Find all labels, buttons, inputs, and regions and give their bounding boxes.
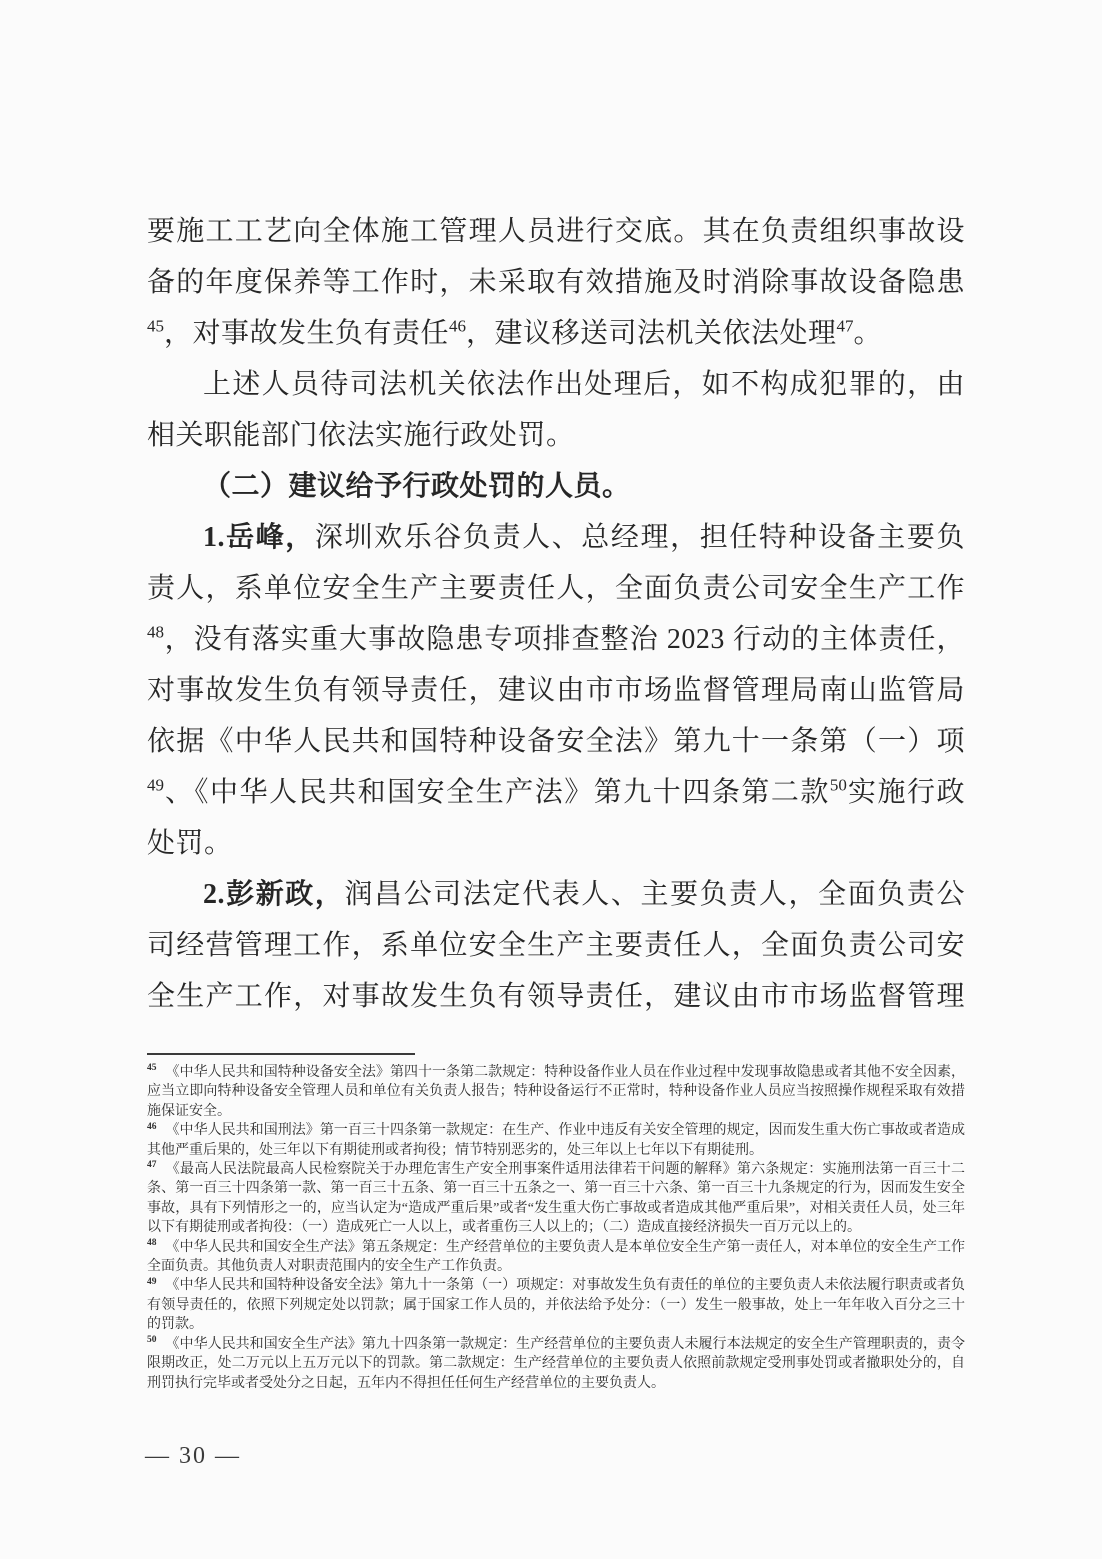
footnote bbox=[147, 1121, 965, 1160]
body-line bbox=[147, 308, 965, 359]
body-line bbox=[147, 971, 965, 1022]
page-number: — 30 — bbox=[145, 1443, 241, 1469]
body-line bbox=[147, 359, 965, 410]
footnote-text: 《最高人民法院最高人民检察院关于办理危害生产安全刑事案件适用法律若干问题的解释》第六条规定：实施刑法第一百三十二条、第一百三十四条第一款、第一百三十五条、第一百三十五条之一、第一百三十六条、第一百三十九条规定的行为，因而发生安全事故，具有下列情形之一的，应当认定为“造成严重后果”或者“发生重大伤亡事故或者造成其他严重后果”，对相关责任人员，处三年以下有期徒刑或者拘役：（一）造成死亡一人以上，或者重伤三人以上的；（二）造成直接经济损失一百万元以上的。 bbox=[147, 1162, 965, 1236]
footnote bbox=[147, 1063, 965, 1121]
body-line bbox=[147, 512, 965, 563]
body-line bbox=[147, 563, 965, 614]
body-text-segment: 备的年度保养等工作时，未采取有效措施及时消除事故设备隐患 bbox=[147, 267, 965, 298]
body-text-segment: 对事故发生负有领导责任，建议由市市场监督管理局南山监管局 bbox=[147, 675, 965, 706]
body-text-segment: 上述人员待司法机关依法作出处理后，如不构成犯罪的，由 bbox=[203, 369, 965, 400]
body-text bbox=[147, 206, 965, 1022]
body-line bbox=[147, 206, 965, 257]
footnote bbox=[147, 1276, 965, 1334]
footnote-number: 47 bbox=[147, 1160, 157, 1171]
body-text-segment: 责人，系单位安全生产主要责任人，全面负责公司安全生产工作 bbox=[147, 573, 965, 604]
body-line bbox=[147, 767, 965, 818]
footnote-number: 50 bbox=[147, 1335, 157, 1346]
footnote-text: 《中华人民共和国特种设备安全法》第九十一条第（一）项规定：对事故发生负有责任的单位的主要负责人未依法履行职责或者负有领导责任的，依照下列规定处以罚款；属于国家工作人员的，并依法给予处分：（一）发生一般事故，处上一年年收入百分之三十的罚款。 bbox=[147, 1278, 965, 1333]
footnote-reference: 48 bbox=[147, 622, 164, 642]
footnote-reference: 50 bbox=[829, 775, 847, 795]
body-text-segment: ，建议移送司法机关依法处理 bbox=[466, 318, 837, 349]
footnote-number: 45 bbox=[147, 1063, 157, 1074]
body-text-segment: 全生产工作，对事故发生负有领导责任，建议由市市场监督管理 bbox=[147, 981, 965, 1012]
body-line bbox=[147, 257, 965, 308]
footnote-number: 48 bbox=[147, 1238, 157, 1248]
footnote-text: 《中华人民共和国刑法》第一百三十四条第一款规定：在生产、作业中违反有关安全管理的规定，因而发生重大伤亡事故或者造成其他严重后果的，处三年以下有期徒刑或者拘役；情节特别恶劣的，处三年以上七年以下有期徒刑。 bbox=[147, 1123, 965, 1158]
footnote bbox=[147, 1238, 965, 1277]
body-line bbox=[147, 410, 965, 461]
footnote-reference: 45 bbox=[147, 316, 164, 336]
footnote-text: 《中华人民共和国安全生产法》第五条规定：生产经营单位的主要负责人是本单位安全生产第一责任人，对本单位的安全生产工作全面负责。其他负责人对职责范围内的安全生产工作负责。 bbox=[147, 1239, 965, 1275]
body-text-segment: 2.彭新政， bbox=[203, 879, 345, 910]
body-text-segment: 深圳欢乐谷负责人、总经理，担任特种设备主要负 bbox=[314, 522, 965, 553]
body-line bbox=[147, 614, 965, 665]
body-line bbox=[147, 716, 965, 767]
footnote-text: 《中华人民共和国安全生产法》第九十四条第一款规定：生产经营单位的主要负责人未履行本法规定的安全生产管理职责的，责令限期改正，处二万元以上五万元以下的罚款。第二款规定：生产经营单位的主要负责人依照前款规定受刑事处罚或者撤职处分的，自刑罚执行完毕或者受处分之日起，五年内不得担任任何生产经营单位的主要负责人。 bbox=[147, 1336, 965, 1391]
body-text-segment: 相关职能部门依法实施行政处罚。 bbox=[147, 420, 575, 451]
footnote-separator bbox=[147, 1053, 415, 1055]
footnote-number: 46 bbox=[147, 1121, 157, 1132]
footnote-number: 49 bbox=[147, 1276, 157, 1287]
footnote-reference: 46 bbox=[449, 316, 467, 336]
body-line bbox=[147, 920, 965, 971]
body-text-segment: ，对事故发生负有责任 bbox=[164, 318, 450, 349]
body-line bbox=[147, 461, 965, 512]
body-text-segment: 处罚。 bbox=[147, 828, 233, 859]
footnotes bbox=[147, 1063, 965, 1393]
body-text-segment: 润昌公司法定代表人、主要负责人，全面负责公 bbox=[344, 879, 965, 910]
body-text-segment: （二）建议给予行政处罚的人员。 bbox=[203, 471, 631, 502]
footnote-reference: 49 bbox=[147, 775, 164, 795]
body-text-segment: 要施工工艺向全体施工管理人员进行交底。其在负责组织事故设 bbox=[147, 216, 965, 247]
body-text-segment: 依据《中华人民共和国特种设备安全法》第九十一条第（一）项 bbox=[147, 726, 965, 757]
body-line bbox=[147, 818, 965, 869]
body-text-segment: ，没有落实重大事故隐患专项排查整治 2023 行动的主体责任， bbox=[164, 624, 965, 655]
body-line bbox=[147, 665, 965, 716]
footnote bbox=[147, 1160, 965, 1238]
body-text-segment: 实施行政 bbox=[846, 777, 965, 808]
footnote-text: 《中华人民共和国特种设备安全法》第四十一条第二款规定：特种设备作业人员在作业过程中发现事故隐患或者其他不安全因素，应当立即向特种设备安全管理人员和单位有关负责人报告；特种设备运行不正常时，特种设备作业人员应当按照操作规程采取有效措施保证安全。 bbox=[147, 1065, 965, 1119]
body-text-segment: 1.岳峰， bbox=[203, 522, 315, 553]
body-text-segment: 司经营管理工作，系单位安全生产主要责任人，全面负责公司安 bbox=[147, 930, 965, 961]
body-text-segment: 。 bbox=[853, 318, 883, 349]
body-text-segment: 、《中华人民共和国安全生产法》第九十四条第二款 bbox=[164, 777, 830, 808]
footnote-reference: 47 bbox=[836, 316, 854, 336]
footnote bbox=[147, 1335, 965, 1393]
body-line bbox=[147, 869, 965, 920]
